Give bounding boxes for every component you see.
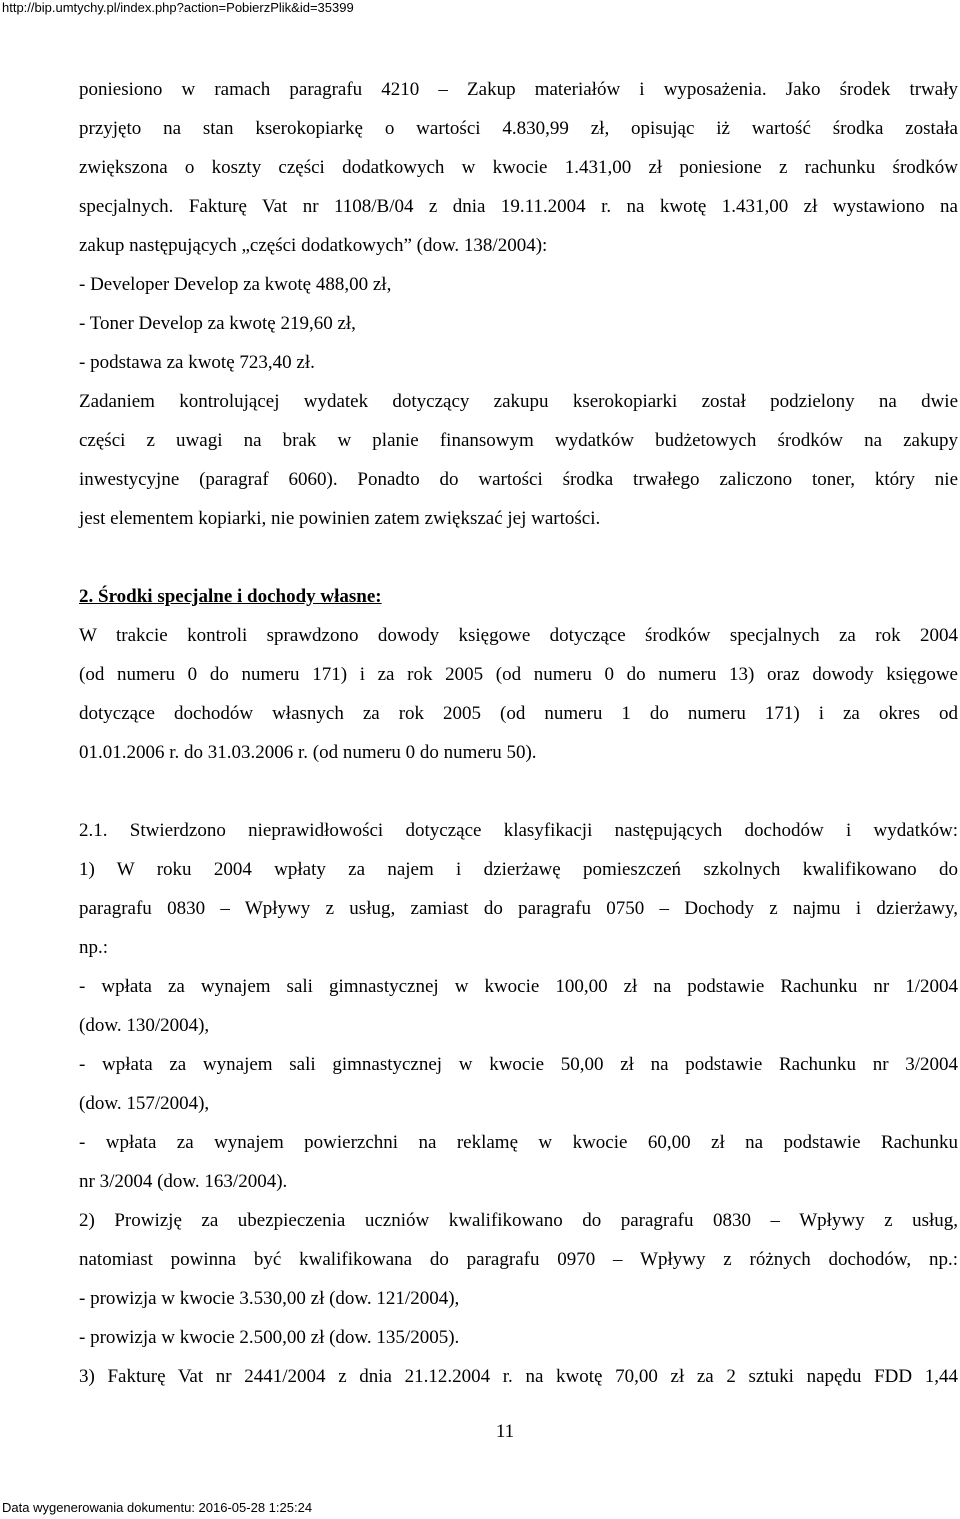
source-url: http://bip.umtychy.pl/index.php?action=PobierzPlik&id=35399 <box>2 0 354 15</box>
page-number: 11 <box>495 1421 515 1442</box>
list-item: - wpłata za wynajem powierzchni na reklamę w kwocie 60,00 zł na podstawie Rachunku <box>79 1132 958 1153</box>
text-line: 01.01.2006 r. do 31.03.2006 r. (od numeru 0 do numeru 50). <box>79 742 537 763</box>
list-item: - wpłata za wynajem sali gimnastycznej w kwocie 100,00 zł na podstawie Rachunku nr 1/2004 <box>79 976 958 997</box>
text-line: 1) W roku 2004 wpłaty za najem i dzierżawę pomieszczeń szkolnych kwalifikowano do <box>79 859 958 880</box>
text-line: poniesiono w ramach paragrafu 4210 – Zakup materiałów i wyposażenia. Jako środek trwały <box>79 79 958 100</box>
list-item: - podstawa za kwotę 723,40 zł. <box>79 352 315 373</box>
text-line: 2) Prowizję za ubezpieczenia uczniów kwalifikowano do paragrafu 0830 – Wpływy z usług, <box>79 1210 958 1231</box>
text-line: natomiast powinna być kwalifikowana do paragrafu 0970 – Wpływy z różnych dochodów, np.: <box>79 1249 958 1270</box>
text-line: np.: <box>79 937 109 958</box>
list-item: (dow. 130/2004), <box>79 1015 210 1036</box>
text-line: 3) Fakturę Vat nr 2441/2004 z dnia 21.12.2004 r. na kwotę 70,00 zł za 2 sztuki napędu FDD 1,44 <box>79 1366 958 1387</box>
list-item: - Developer Develop za kwotę 488,00 zł, <box>79 274 392 295</box>
text-line: (od numeru 0 do numeru 171) i za rok 2005 (od numeru 0 do numeru 13) oraz dowody księgowe <box>79 664 958 685</box>
list-item: - prowizja w kwocie 2.500,00 zł (dow. 135/2005). <box>79 1327 460 1348</box>
text-line: W trakcie kontroli sprawdzono dowody księgowe dotyczące środków specjalnych za rok 2004 <box>79 625 958 646</box>
text-line: paragrafu 0830 – Wpływy z usług, zamiast do paragrafu 0750 – Dochody z najmu i dzierżawy, <box>79 898 958 919</box>
text-line: przyjęto na stan kserokopiarkę o wartości 4.830,99 zł, opisując iż wartość środka została <box>79 118 958 139</box>
list-item: - prowizja w kwocie 3.530,00 zł (dow. 121/2004), <box>79 1288 460 1309</box>
text-line: zakup następujących „części dodatkowych” (dow. 138/2004): <box>79 235 548 256</box>
text-line: Zadaniem kontrolującej wydatek dotyczący zakupu kserokopiarki został podzielony na dwie <box>79 391 958 412</box>
section-heading: 2. Środki specjalne i dochody własne: <box>79 586 382 607</box>
text-line: 2.1. Stwierdzono nieprawidłowości dotyczące klasyfikacji następujących dochodów i wydatków: <box>79 820 958 841</box>
text-line: jest elementem kopiarki, nie powinien zatem zwiększać jej wartości. <box>79 508 601 529</box>
generation-date: Data wygenerowania dokumentu: 2016-05-28 1:25:24 <box>2 1500 313 1515</box>
text-line: części z uwagi na brak w planie finansowym wydatków budżetowych środków na zakupy <box>79 430 958 451</box>
list-item: nr 3/2004 (dow. 163/2004). <box>79 1171 288 1192</box>
text-line: specjalnych. Fakturę Vat nr 1108/B/04 z dnia 19.11.2004 r. na kwotę 1.431,00 zł wystawiono na <box>79 196 958 217</box>
list-item: - wpłata za wynajem sali gimnastycznej w kwocie 50,00 zł na podstawie Rachunku nr 3/2004 <box>79 1054 958 1075</box>
list-item: - Toner Develop za kwotę 219,60 zł, <box>79 313 356 334</box>
text-line: zwiększona o koszty części dodatkowych w kwocie 1.431,00 zł poniesione z rachunku środków <box>79 157 958 178</box>
text-line: dotyczące dochodów własnych za rok 2005 (od numeru 1 do numeru 171) i za okres od <box>79 703 958 724</box>
list-item: (dow. 157/2004), <box>79 1093 210 1114</box>
text-line: inwestycyjne (paragraf 6060). Ponadto do wartości środka trwałego zaliczono toner, który nie <box>79 469 958 490</box>
